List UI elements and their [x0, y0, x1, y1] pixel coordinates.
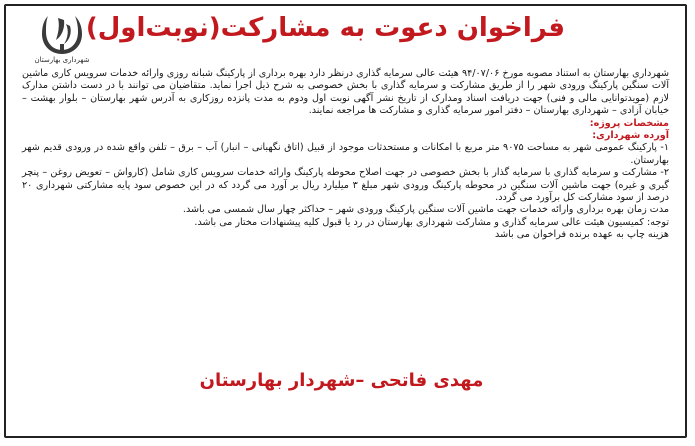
list-item: ۲- مشارکت و سرمایه گذاری با سرمایه گذار با بخش خصوصی در جهت اصلاح محوطه پارکینگ وارائه خدمات سرویس کاری شامل (کارواش – تعویض روغن – پنچر گیری و غیره) جهت ماشین آلات سنگین در محوطه پارکینگ ورودی شهر مبلغ ۳ میلیارد ریال بر آورد می گردد که در این خصوص سود پایه مشارکتی شهرداری ۲۰ درصد از سود مشارکت کل برآورد می گردد.	[22, 167, 669, 204]
notice-body	[22, 68, 669, 242]
city-share-heading: آورده شهرداری:	[592, 130, 669, 142]
municipality-logo-icon	[38, 10, 86, 58]
specs-heading: مشخصات پروژه:	[589, 117, 669, 129]
note-paragraph: توجه: کمیسیون هیئت عالی سرمایه گذاری و مشارکت شهرداری بهارستان در رد یا قبول کلیه پیشنهادات مختار می باشد.	[194, 216, 669, 228]
page-title: فراخوان دعوت به مشارکت(نوبت‌اول)	[85, 13, 565, 43]
cost-paragraph: هزینه چاپ به عهده برنده فراخوان می باشد	[495, 229, 669, 241]
signature: مهدی فاتحی –شهردار بهارستان	[199, 370, 484, 391]
intro-paragraph: شهرداری بهارستان به استناد مصوبه مورخ ۹۴/۰۷/۰۶ هیئت عالی سرمایه گذاری درنظر دارد بهره برداری از پارکینگ شبانه روزی وارائه خدمات سرویس کاری ماشین آلات سنگین پارکینگ ورودی شهر را از طریق مشارکت و سرمایه گذاری با بخش خصوصی به شرح ذیل اجرا نماید. متقاضیان می توانند با در دست داشتن مدارک لازم (مویدتوانایی مالی و فنی) جهت دریافت اسناد ومدارک از تاریخ نشر آگهی نوبت اول ودوم به مدت پانزده روزکاری به آدرس شهر بهارستان – بلوار بهشت – خیابان آزادی – شهرداری بهارستان – دفتر امور سرمایه گذاری و مشارکت ها مراجعه نمایند.	[22, 68, 669, 117]
logo-caption: شهرداری بهارستان	[34, 56, 90, 64]
list-item: ۱- پارکینگ عمومی شهر به مساحت ۹۰۷۵ متر مربع با امکانات و مستحدثات موجود از قبیل (اتاق نگهبانی – انبار) آب – برق – تلفن واقع شده در ورودی قدیم شهر بهارستان.	[22, 142, 669, 166]
duration-paragraph: مدت زمان بهره برداری وارائه خدمات جهت ماشین آلات سنگین پارکینگ ورودی شهر – حداکثر چهار سال شمسی می باشد.	[182, 204, 669, 216]
